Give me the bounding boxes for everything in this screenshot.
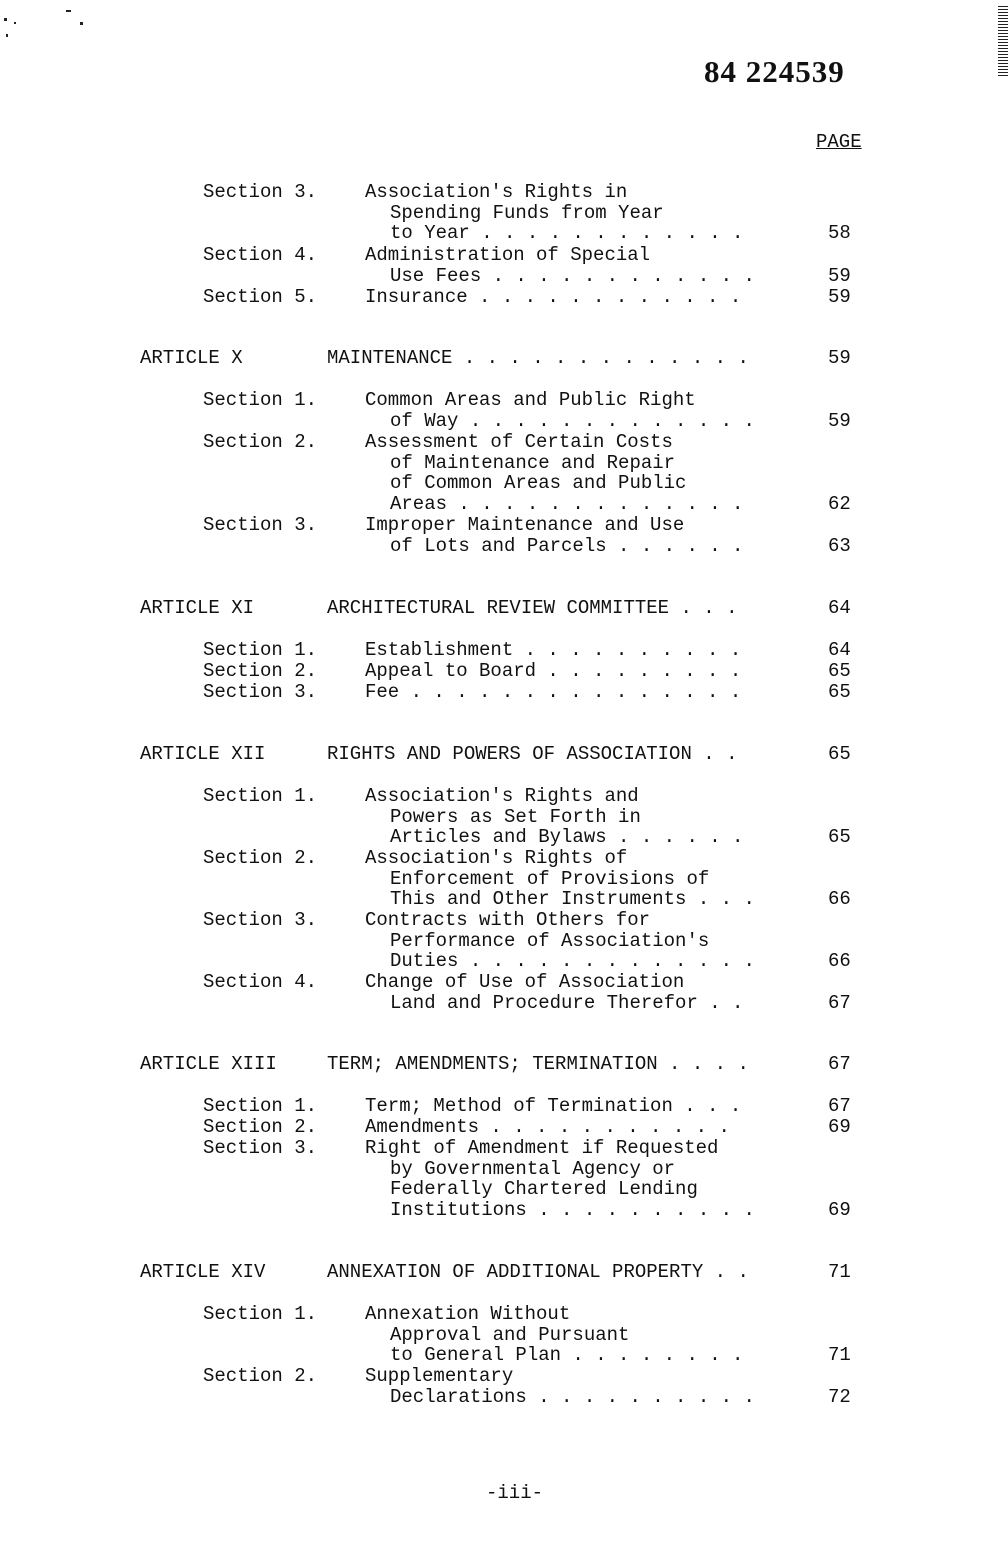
toc-page-number: 65 [828,743,851,765]
section-title-line: Association's Rights of [365,847,628,869]
section-title-line: Term; Method of Termination . . . [365,1095,742,1117]
page-number: -iii- [486,1482,544,1504]
section-title-line: Change of Use of Association [365,971,685,993]
article-label: ARTICLE XIII [140,1053,277,1075]
section-label: Section 1. [203,1095,318,1117]
section-title-line: to General Plan . . . . . . . . [390,1344,744,1367]
section-title-line: This and Other Instruments . . . [390,888,755,911]
section-label: Section 3. [203,1137,318,1159]
section-label: Section 1. [203,389,318,411]
section-title-line: Use Fees . . . . . . . . . . . . [390,264,755,287]
section-title-line: Improper Maintenance and Use [365,514,685,536]
article-label: ARTICLE XIV [140,1261,266,1283]
article-title: ARCHITECTURAL REVIEW COMMITTEE . . . [327,597,738,619]
section-label: Section 4. [203,971,318,993]
toc-page-number: 71 [828,1344,851,1367]
toc-page-number: 69 [828,1199,851,1222]
article-title: MAINTENANCE . . . . . . . . . . . . . [327,347,749,369]
section-label: Section 3. [203,681,318,703]
toc-page-number: 69 [828,1116,851,1138]
section-title-line: Land and Procedure Therefor . . [390,991,744,1014]
article-title: RIGHTS AND POWERS OF ASSOCIATION . . [327,743,738,765]
section-title-line: Powers as Set Forth in [390,805,641,828]
toc-page-number: 65 [828,660,851,682]
section-label: Section 3. [203,909,318,931]
section-title-line: Common Areas and Public Right [365,389,696,411]
toc-page-number: 59 [828,347,851,369]
article-label: ARTICLE XI [140,597,255,619]
section-title-line: Institutions . . . . . . . . . . [390,1199,755,1222]
section-title-line: Fee . . . . . . . . . . . . . . . [365,681,742,703]
toc-page-number: 65 [828,826,851,849]
toc-page-number: 71 [828,1261,851,1283]
article-title: TERM; AMENDMENTS; TERMINATION . . . . [327,1053,749,1075]
section-title-line: Right of Amendment if Requested [365,1137,719,1159]
barcode-icon [998,6,1008,76]
toc-page-number: 59 [828,409,851,432]
section-title-line: Association's Rights and [365,785,639,807]
article-label: ARTICLE X [140,347,243,369]
section-title-line: Establishment . . . . . . . . . . [365,639,742,661]
section-title-line: Supplementary [365,1365,514,1387]
article-label: ARTICLE XII [140,743,266,765]
section-title-line: Appeal to Board . . . . . . . . . [365,660,742,682]
section-title-line: Federally Chartered Lending [390,1178,698,1201]
section-title-line: Articles and Bylaws . . . . . . [390,826,744,849]
section-label: Section 2. [203,1365,318,1387]
document-number: 84 224539 [704,54,845,89]
toc-page-number: 62 [828,493,851,516]
section-label: Section 2. [203,660,318,682]
section-title-line: of Maintenance and Repair [390,451,676,474]
section-label: Section 1. [203,785,318,807]
scan-speck [14,22,16,24]
section-title-line: to Year . . . . . . . . . . . . [390,222,744,245]
section-label: Section 5. [203,286,318,308]
section-title-line: Approval and Pursuant [390,1323,630,1346]
section-title-line: Association's Rights in [365,181,628,203]
toc-page-number: 72 [828,1385,851,1408]
section-title-line: of Common Areas and Public [390,472,687,495]
toc-page-number: 67 [828,1053,851,1075]
section-title-line: of Way . . . . . . . . . . . . . [390,409,755,432]
scan-speck [80,22,83,25]
section-title-line: Amendments . . . . . . . . . . . [365,1116,730,1138]
page-column-heading: PAGE [816,131,862,153]
section-title-line: Contracts with Others for [365,909,651,931]
section-title-line: Annexation Without [365,1303,571,1325]
section-label: Section 2. [203,1116,318,1138]
section-title-line: Areas . . . . . . . . . . . . . [390,493,744,516]
toc-page-number: 65 [828,681,851,703]
section-title-line: Duties . . . . . . . . . . . . . [390,950,755,973]
scan-speck [66,10,71,12]
toc-page-number: 66 [828,888,851,911]
section-label: Section 1. [203,1303,318,1325]
section-title-line: Assessment of Certain Costs [365,431,673,453]
section-title-line: Performance of Association's [390,929,710,952]
section-title-line: of Lots and Parcels . . . . . . [390,534,744,557]
section-title-line: Administration of Special [365,244,651,266]
toc-page-number: 64 [828,639,851,661]
toc-page-number: 67 [828,991,851,1014]
article-title: ANNEXATION OF ADDITIONAL PROPERTY . . [327,1261,749,1283]
toc-page-number: 59 [828,286,851,308]
section-title-line: Declarations . . . . . . . . . . [390,1385,755,1408]
section-title-line: Insurance . . . . . . . . . . . . [365,286,742,308]
toc-page-number: 58 [828,222,851,245]
toc-page-number: 59 [828,264,851,287]
scan-speck [6,34,8,37]
scan-speck [4,18,7,21]
section-label: Section 4. [203,244,318,266]
toc-page-number: 63 [828,534,851,557]
section-label: Section 3. [203,514,318,536]
toc-page-number: 66 [828,950,851,973]
section-label: Section 3. [203,181,318,203]
section-label: Section 1. [203,639,318,661]
section-title-line: by Governmental Agency or [390,1157,676,1180]
section-label: Section 2. [203,431,318,453]
section-title-line: Enforcement of Provisions of [390,867,710,890]
section-title-line: Spending Funds from Year [390,201,664,224]
section-label: Section 2. [203,847,318,869]
toc-page-number: 67 [828,1095,851,1117]
toc-page-number: 64 [828,597,851,619]
